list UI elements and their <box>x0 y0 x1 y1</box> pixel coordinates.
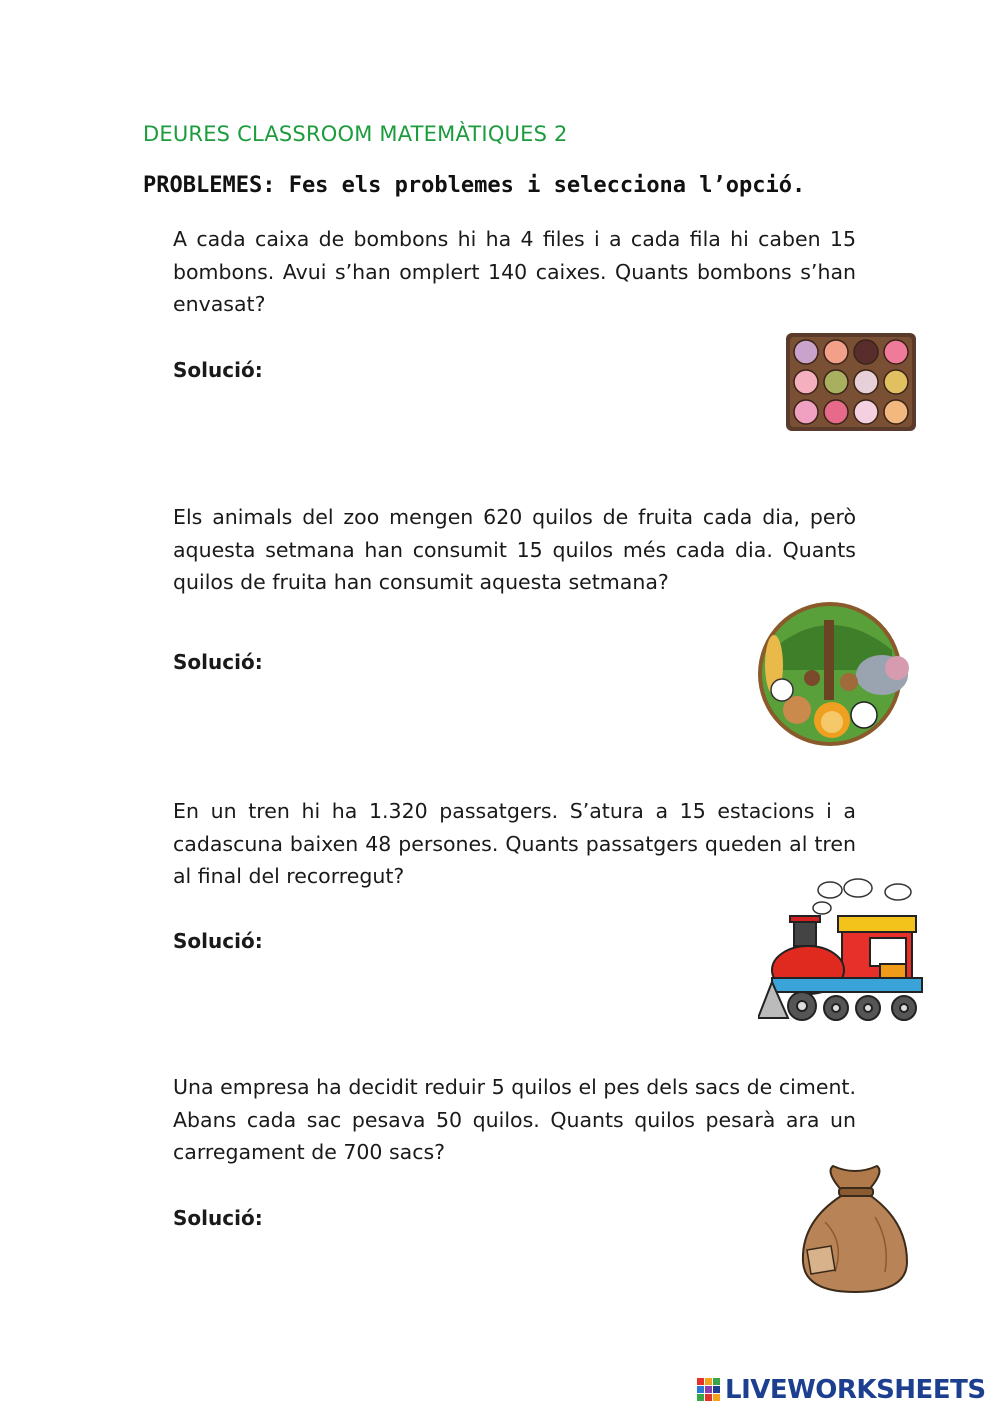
bonbon <box>884 340 908 364</box>
problem-3-text: En un tren hi ha 1.320 passatgers. S’atura a 15 estacions i a cadascuna baixen 48 persones. Quants passatgers queden al tren al final del recorregut? <box>173 799 856 888</box>
bonbon <box>854 370 878 394</box>
liveworksheets-logo-icon <box>697 1378 721 1402</box>
liveworksheets-logo[interactable] <box>697 1375 986 1405</box>
bonbon <box>884 400 908 424</box>
bonbon <box>824 340 848 364</box>
bonbon <box>854 400 878 424</box>
zoo-animals-image <box>752 600 917 754</box>
logo-text: LIVEWORKSHEETS <box>725 1375 986 1405</box>
bonbon <box>794 370 818 394</box>
bonbon <box>854 340 878 364</box>
problem-1-text: A cada caixa de bombons hi ha 4 files i a cada fila hi caben 15 bombons. Avui s’han omplert 140 caixes. Quants bombons s’han envasat? <box>173 227 856 316</box>
problem-2-text: Els animals del zoo mengen 620 quilos de fruita cada dia, però aquesta setmana han consumit 15 quilos més cada dia. Quants quilos de fruita han consumit aquesta setmana? <box>173 505 856 594</box>
bonbon <box>884 370 908 394</box>
instruction-heading: PROBLEMES: Fes els problemes i selecciona l’opció. <box>143 173 806 198</box>
problem-1-solution-label: Solució: <box>173 358 263 382</box>
bonbon <box>824 400 848 424</box>
bonbon <box>824 370 848 394</box>
chocolate-box-image <box>785 332 917 436</box>
problem-2-solution-label: Solució: <box>173 650 263 674</box>
bonbon <box>794 400 818 424</box>
problem-4-text: Una empresa ha decidit reduir 5 quilos el pes dels sacs de ciment. Abans cada sac pesava 50 quilos. Quants quilos pesarà ara un carregament de 700 sacs? <box>173 1075 856 1164</box>
toy-train-image <box>758 878 933 1032</box>
cement-sack-image <box>795 1162 915 1301</box>
problem-4-solution-label: Solució: <box>173 1206 263 1230</box>
bonbon <box>794 340 818 364</box>
worksheet-title: DEURES CLASSROOM MATEMÀTIQUES 2 <box>143 122 568 146</box>
problem-3-solution-label: Solució: <box>173 929 263 953</box>
